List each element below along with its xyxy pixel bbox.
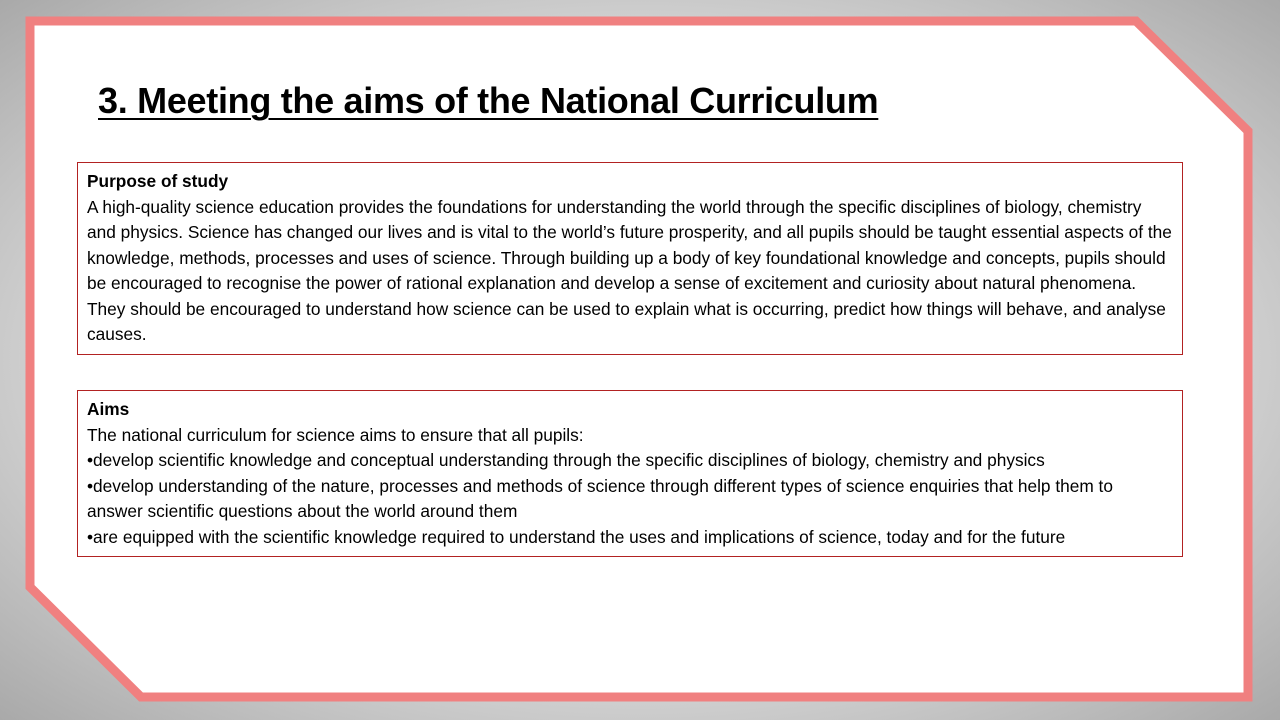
aims-box [77, 390, 1183, 557]
purpose-heading: Purpose of study [87, 171, 229, 191]
slide-title: 3. Meeting the aims of the National Curriculum [98, 80, 879, 121]
aims-bullet-item: •are equipped with the scientific knowledge required to understand the uses and implications of science, today and for the future [87, 526, 1066, 547]
purpose-of-study-box [77, 162, 1183, 355]
aims-intro: The national curriculum for science aims to ensure that all pupils: [87, 424, 584, 445]
aims-bullet-item: •develop scientific knowledge and conceptual understanding through the specific disciplines of biology, chemistry and physics [87, 450, 1045, 470]
purpose-text: A high-quality science education provides the foundations for understanding the world through the specific disciplines of biology, chemistry and physics. Science has changed our lives and is vital to the world’s future prosperity, and all pupils should be taught essential aspects of the knowledge, methods, processes and uses of science. Through building up a body of key foundational knowledge and concepts, pupils should be encouraged to recognise the power of rational explanation and develop a sense of excitement and curiosity about natural phenomena. They should be encouraged to understand how science can be used to explain what is occurring, predict how things will behave, and analyse causes. [87, 196, 1172, 344]
aims-bullet-item: •develop understanding of the nature, processes and methods of science through different types of science enquiries that help them to answer scientific questions about the world around them [87, 475, 1113, 521]
aims-heading: Aims [87, 399, 130, 419]
